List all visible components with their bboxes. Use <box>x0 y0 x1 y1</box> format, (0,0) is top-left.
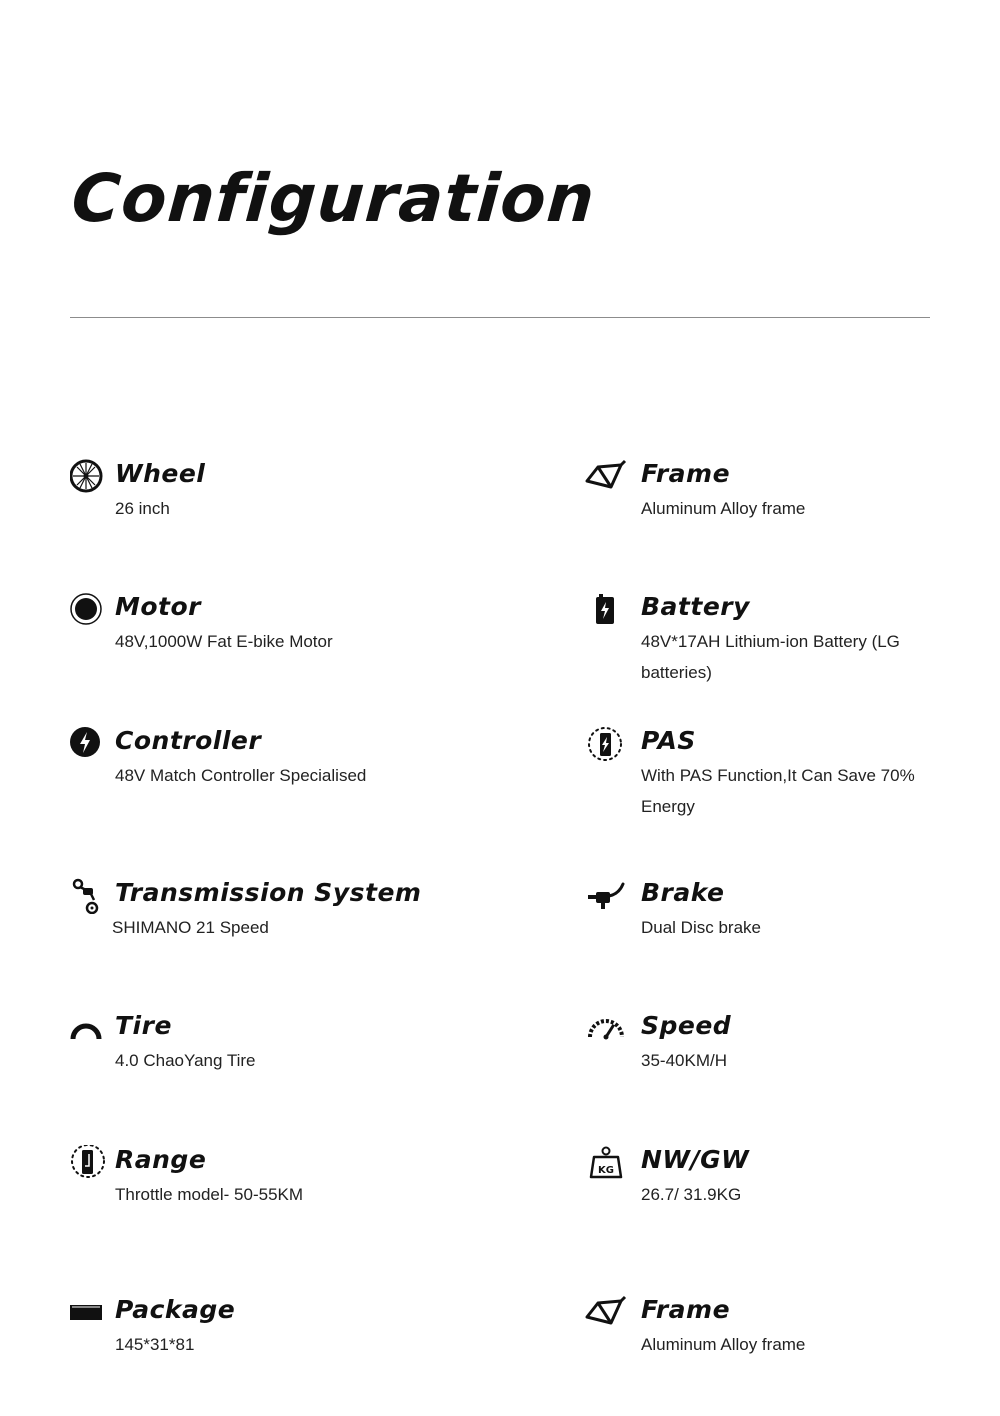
spec-value: With PAS Function,It Can Save 70% Energy <box>641 766 915 816</box>
spec-value: 48V,1000W Fat E-bike Motor <box>115 632 333 651</box>
spec-value: 48V Match Controller Specialised <box>115 766 367 785</box>
spec-value: Dual Disc brake <box>641 918 761 937</box>
derailleur-icon <box>70 878 106 914</box>
spec-label: Range <box>115 1145 207 1174</box>
page-title: Configuration <box>69 160 598 237</box>
spec-label: PAS <box>641 726 696 755</box>
spec-label: Frame <box>641 459 731 488</box>
spec-label: Frame <box>641 1295 731 1324</box>
speedometer-icon <box>585 1011 621 1047</box>
spec-value: 26 inch <box>115 499 170 518</box>
spec-label: NW/GW <box>641 1145 750 1174</box>
spec-label: Motor <box>115 592 202 621</box>
spec-value: Aluminum Alloy frame <box>641 1335 806 1354</box>
spec-label: Package <box>115 1295 236 1324</box>
weight-kg-icon <box>585 1145 621 1181</box>
frame-icon <box>585 459 621 495</box>
frame-icon <box>585 1295 621 1331</box>
kg-label: KG <box>598 1165 614 1176</box>
spec-label: Transmission System <box>115 878 422 907</box>
divider <box>70 317 930 318</box>
spec-value: 4.0 ChaoYang Tire <box>115 1051 256 1070</box>
pas-battery-icon <box>585 726 621 762</box>
spec-label: Speed <box>641 1011 732 1040</box>
spec-value: Throttle model- 50-55KM <box>115 1185 304 1204</box>
spec-value: SHIMANO 21 Speed <box>112 918 269 937</box>
spec-value: 48V*17AH Lithium-ion Battery (LG batteries) <box>641 632 900 682</box>
battery-icon <box>585 592 621 628</box>
spec-value: 26.7/ 31.9KG <box>641 1185 742 1204</box>
motor-icon <box>70 592 106 628</box>
spec-value: 35-40KM/H <box>641 1051 727 1070</box>
spec-label: Tire <box>115 1011 172 1040</box>
spec-label: Battery <box>641 592 750 621</box>
spec-value: Aluminum Alloy frame <box>641 499 806 518</box>
spec-label: Brake <box>641 878 725 907</box>
package-box-icon <box>70 1295 106 1331</box>
spec-label: Wheel <box>115 459 206 488</box>
spec-label: Controller <box>115 726 262 755</box>
wheel-icon <box>70 459 106 495</box>
lightning-icon <box>70 726 106 762</box>
spec-value: 145*31*81 <box>115 1335 195 1354</box>
tire-icon <box>70 1011 106 1047</box>
brake-lever-icon <box>585 878 621 914</box>
range-battery-icon <box>70 1145 106 1181</box>
